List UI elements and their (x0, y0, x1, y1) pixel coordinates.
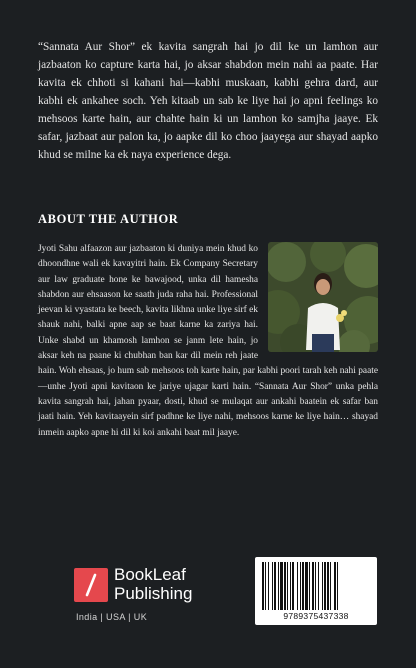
barcode-bar (302, 562, 304, 610)
barcode-bars (261, 562, 371, 610)
publisher-locations: India | USA | UK (76, 612, 148, 622)
barcode-bar (280, 562, 283, 610)
barcode-bar (272, 562, 273, 610)
barcode-bar (297, 562, 298, 610)
about-author-heading: ABOUT THE AUTHOR (38, 212, 179, 226)
barcode-bar (312, 562, 314, 610)
barcode-bar (278, 562, 279, 610)
barcode-bar (327, 562, 329, 610)
author-bio-text: Jyoti Sahu alfaazon aur jazbaaton ki duniya mein khud ko dhoondhne wali ek kavayitri hain. Ek Company Secretary aur law graduate hone ke bawajood, unka dil hamesha shabdon aur ehsaason ke saath juda raha hai. Professional jeevan ki vyastata ke beech, kavita likhna unke liye sirf ek shauk nahi, balki apne aap se baat karne ka zariya hai. Unke shabd un khamosh lamhon se janm lete hain, jo aksar keh na paane ki chubhan ban kar dil mein reh jaate hain. Woh ehsaas, jo hum sab mehsoos toh karte hain, par kabhi poori tarah keh nahi paate—unhe Jyoti apni kavitaon ke jariye ujagar karti hain. “Sannata Aur Shor” unka pehla kavita sangrah hai, jahan pyaar, dosti, khud se mulaqat aur ankahi baatein ek safar ban jaati hain. Yeh kavitaayein sirf padhne ke liye nahi, mehsoos karne ke liye hain… shayad inmein aapko apne hi dil ki koi ankahi baat mil jaaye. (38, 244, 378, 438)
barcode-bar (334, 562, 336, 610)
bookleaf-slash-icon (74, 568, 108, 602)
isbn-barcode (255, 557, 377, 625)
barcode-bar (290, 562, 291, 610)
barcode-bar (268, 562, 269, 610)
publisher-name-line1: BookLeaf (114, 565, 186, 584)
barcode-bar (324, 562, 326, 610)
barcode-bar (318, 562, 319, 610)
publisher-name-line2: Publishing (114, 584, 193, 603)
barcode-bar (305, 562, 308, 610)
back-cover-blurb: “Sannata Aur Shor” ek kavita sangrah hai jo dil ke un lamhon aur jazbaaton ko capture karta hai, jo aksar shabdon mein nahi aa paate. Har kavita ek chhoti si kahani hai—kabhi muskaan, kabhi gehra dard, aur kabhi ek ankahee soch. Yeh kitaab un sab ke liye hai jo apni feelings ko mehsoos karte hain, aur chahte hain ki un lamhon ko samjha jaaye. Ek safar, jazbaat aur palon ka, jo aapke dil ko choo jaayega aur shayad aapko khud se milne ka ek naya experience dega. (38, 41, 378, 161)
barcode-bar (284, 562, 286, 610)
barcode-bar (292, 562, 294, 610)
barcode-bar (337, 562, 338, 610)
barcode-bar (322, 562, 323, 610)
barcode-bar (330, 562, 331, 610)
barcode-bar (300, 562, 301, 610)
publisher-logo (74, 566, 224, 636)
barcode-bar (265, 562, 266, 610)
barcode-bar (309, 562, 310, 610)
barcode-bar (315, 562, 316, 610)
isbn-number: 9789375437338 (283, 611, 349, 621)
barcode-bar (287, 562, 288, 610)
barcode-bar (262, 562, 264, 610)
author-photo (268, 242, 378, 352)
author-bio-section (38, 242, 378, 441)
barcode-bar (274, 562, 276, 610)
